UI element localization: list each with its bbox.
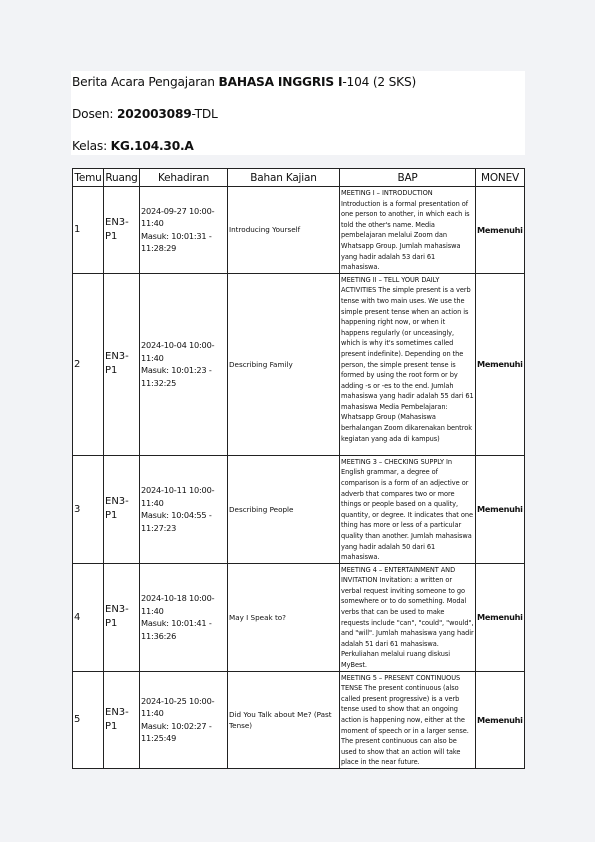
document-title: Berita Acara Pengajaran BAHASA INGGRIS I-104 (2 SKS) [72,75,417,89]
table-row [73,455,525,563]
monev-cell: Memenuhi [476,455,525,563]
bahan-kajian-cell: Describing People [228,455,340,563]
masuk: Masuk: 10:01:41 - 11:36:26 [141,618,212,641]
temu-cell: 1 [73,187,104,274]
bap-cell: MEETING 4 – ENTERTAINMENT AND INVITATION Invitation: a written or verbal request inviting someone to go somewhere or to do something. Modal verbs that can be used to make requests include "can", "could", "would", and "will". Jumlah mahasiswa yang hadir adalah 51 dari 61 mahasiswa. Perkuliahan melalui ruang diskusi MyBest. [340,563,476,671]
temu-cell: 5 [73,671,104,768]
bahan-kajian-cell: Describing Family [228,273,340,455]
jadwal: 2024-10-04 10:00-11:40 [141,340,215,363]
monev-cell: Memenuhi [476,671,525,768]
kehadiran-cell [140,187,228,274]
column-header-ruang: Ruang [104,169,140,187]
table-header-row [73,169,525,187]
table-row [73,563,525,671]
bahan-kajian-cell: Did You Talk about Me? (Past Tense) [228,671,340,768]
monev-cell: Memenuhi [476,563,525,671]
column-header-kehadiran: Kehadiran [140,169,228,187]
masuk: Masuk: 10:01:23 - 11:32:25 [141,365,212,388]
column-header-monev: MONEV [476,169,525,187]
bahan-kajian-cell: May I Speak to? [228,563,340,671]
ruang-cell: EN3-P1 [104,455,140,563]
kehadiran-cell [140,455,228,563]
bahan-kajian-cell: Introducing Yourself [228,187,340,274]
masuk: Masuk: 10:02:27 - 11:25:49 [141,720,212,744]
jadwal: 2024-10-18 10:00-11:40 [141,593,215,616]
temu-cell: 3 [73,455,104,563]
bap-cell: MEETING 3 – CHECKING SUPPLY In English grammar, a degree of comparison is a form of an adjective or adverb that compares two or more things or people based on a quality, quantity, or degree. It indicates that one thing has more or less of a particular quality than another. Jumlah mahasiswa yang hadir adalah 50 dari 61 mahasiswa. [340,455,476,563]
bap-cell: MEETING 5 – PRESENT CONTINUOUS TENSE The present continuous (also called present progressive) is a verb tense used to show that an ongoing action is happening now, either at the moment of speech or in a larger sense. The present continuous can also be used to show that an action will take place in the near future. [340,671,476,768]
kehadiran-cell [140,273,228,455]
temu-cell: 4 [73,563,104,671]
table-row [73,187,525,274]
temu-cell: 2 [73,273,104,455]
kehadiran-cell [140,671,228,768]
bap-cell: MEETING I – INTRODUCTION Introduction is a formal presentation of one person to another, in which each is told the other's name. Media pembelajaran melalui Zoom dan Whatsapp Group. Jumlah mahasiswa yang hadir adalah 53 dari 61 mahasiswa. [340,187,476,274]
document-header [71,71,525,155]
dosen-line: Dosen: 202003089-TDL [72,107,218,121]
attendance-table [72,168,525,769]
column-header-bahan-kajian: Bahan Kajian [228,169,340,187]
kelas-value: KG.104.30.A [110,139,194,153]
masuk: Masuk: 10:01:31 - 11:28:29 [141,230,212,254]
ruang-cell: EN3-P1 [104,671,140,768]
masuk: Masuk: 10:04:55 - 11:27:23 [141,510,212,533]
ruang-cell: EN3-P1 [104,563,140,671]
bap-cell: MEETING II – TELL YOUR DAILY ACTIVITIES The simple present is a verb tense with two main uses. We use the simple present tense when an action is happening right now, or when it happens regularly (or unceasingly, which is why it's sometimes called present indefinite). Depending on the person, the simple present tense is formed by using the root form or by adding ‑s or ‑es to the end. Jumlah mahasiswa yang hadir adalah 55 dari 61 mahasiswa Media Pembelajaran: Whatsapp Group (Mahasiswa berhalangan Zoom dikarenakan bentrok kegiatan yang ada di kampus) [340,273,476,455]
column-header-bap: BAP [340,169,476,187]
ruang-cell: EN3-P1 [104,273,140,455]
dosen-id: 202003089 [117,107,192,121]
monev-cell: Memenuhi [476,187,525,274]
table-row [73,671,525,768]
jadwal: 2024-10-11 10:00-11:40 [141,485,215,508]
course-name: BAHASA INGGRIS I [218,75,343,89]
course-code: -104 (2 SKS) [342,75,417,89]
table-row [73,273,525,455]
kehadiran-cell [140,563,228,671]
column-header-temu: Temu [73,169,104,187]
jadwal: 2024-09-27 10:00-11:40 [141,205,215,229]
ruang-cell: EN3-P1 [104,187,140,274]
kelas-line: Kelas: KG.104.30.A [72,139,194,153]
monev-cell: Memenuhi [476,273,525,455]
jadwal: 2024-10-25 10:00-11:40 [141,695,215,719]
